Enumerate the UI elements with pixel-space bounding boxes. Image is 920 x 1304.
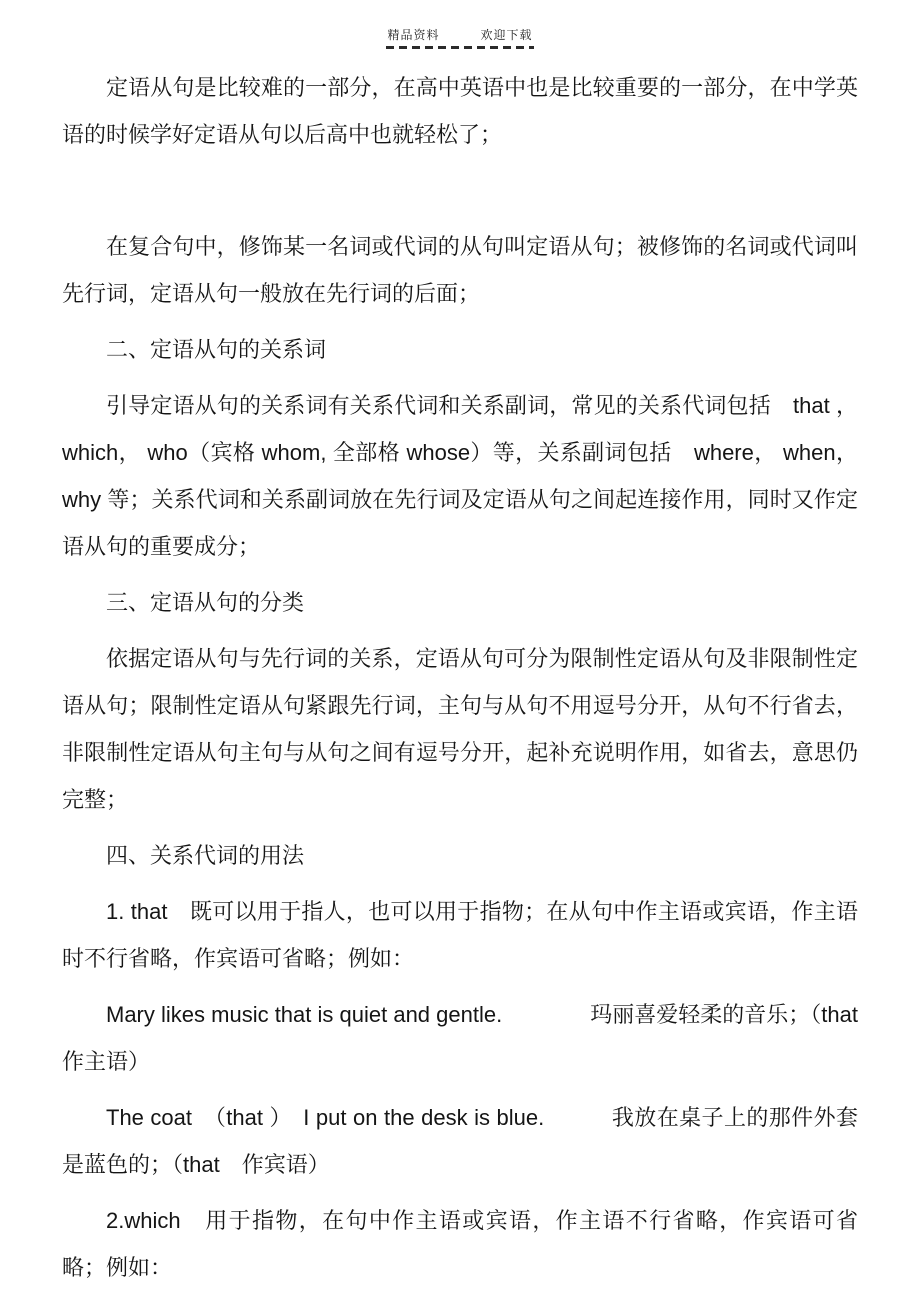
dashed-divider bbox=[386, 46, 533, 49]
page-header bbox=[0, 0, 920, 49]
paragraph: 1. that 既可以用于指人，也可以用于指物；在从句中作主语或宾语，作主语时不行省略，作宾语可省略；例如： bbox=[62, 899, 858, 971]
paragraph: 定语从句是比较难的一部分，在高中英语中也是比较重要的一部分，在中学英语的时候学好定语从句以后高中也就轻松了； bbox=[62, 75, 858, 147]
document-body bbox=[62, 64, 881, 1291]
paragraph: The coat （that ） I put on the desk is blue. 我放在桌子上的那件外套是蓝色的；（that 作宾语） bbox=[62, 1105, 858, 1177]
paragraph: 依据定语从句与先行词的关系，定语从句可分为限制性定语从句及非限制性定语从句；限制性定语从句紧跟先行词，主句与从句不用逗号分开，从句不行省去，非限制性定语从句主句与从句之间有逗号分开，起补充说明作用，如省去，意思仍完整； bbox=[62, 646, 858, 812]
header-right-label: 欢迎下载 bbox=[480, 28, 533, 42]
section-heading: 四、关系代词的用法 bbox=[106, 843, 305, 868]
page-header-labels bbox=[386, 28, 533, 43]
header-left-label: 精品资料 bbox=[387, 28, 440, 42]
paragraph: 引导定语从句的关系词有关系代词和关系副词，常见的关系代词包括 that ，which， who（宾格 whom, 全部格 whose）等，关系副词包括 where， when， why 等；关系代词和关系副词放在先行词及定语从句之间起连接作用，同时又作定语从句的重要成分； bbox=[62, 393, 865, 559]
paragraph: 在复合句中，修饰某一名词或代词的从句叫定语从句；被修饰的名词或代词叫先行词，定语从句一般放在先行词的后面； bbox=[62, 234, 858, 306]
section-heading: 三、定语从句的分类 bbox=[106, 590, 305, 615]
paragraph: Mary likes music that is quiet and gentle. 玛丽喜爱轻柔的音乐；（that 作主语） bbox=[62, 1002, 881, 1074]
paragraph: 2.which 用于指物，在句中作主语或宾语，作主语不行省略，作宾语可省略；例如： bbox=[62, 1208, 858, 1280]
paragraph-spacer bbox=[62, 167, 858, 223]
page-header-inner bbox=[386, 28, 533, 49]
section-heading: 二、定语从句的关系词 bbox=[106, 337, 327, 362]
